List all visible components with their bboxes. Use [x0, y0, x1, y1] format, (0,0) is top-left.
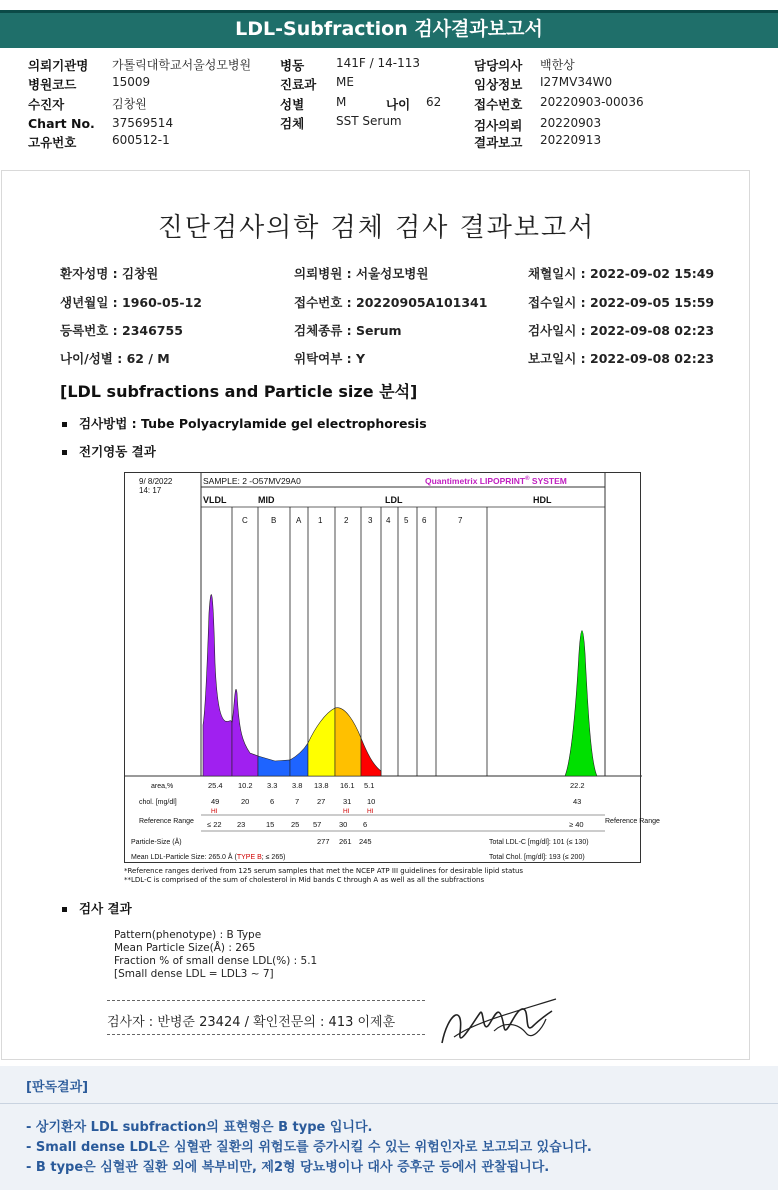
total-chol: Total Chol. [mg/dl]: 193 (≤ 200)	[489, 854, 585, 861]
mean-particle-size: Mean LDL-Particle Size: 265.0 Å (TYPE B; ≤ 265)	[131, 854, 286, 861]
doctor-value: 백한상	[540, 58, 575, 72]
ref-value-2: 15	[266, 820, 275, 829]
ref-value-5: 30	[339, 820, 348, 829]
test-time: 검사일시 : 2022-09-08 02:23	[528, 323, 715, 338]
code-label: 병원코드	[28, 77, 77, 92]
hi-flag-0: HI	[211, 808, 218, 815]
outsourced-flag: 위탁여부 : Y	[294, 351, 366, 366]
chart-time: 14: 17	[139, 486, 162, 495]
specimen-label: 검체	[280, 116, 305, 131]
report-time: 보고일시 : 2022-09-08 02:23	[528, 351, 715, 366]
ward-label: 병동	[280, 58, 305, 73]
curve-region-5	[335, 708, 361, 776]
age-sex: 나이/성별 : 62 / M	[60, 351, 170, 366]
birth-date: 생년월일 : 1960-05-12	[60, 295, 202, 310]
verdict-panel	[0, 1066, 778, 1190]
result-summary	[114, 929, 317, 981]
group-label-vldl: VLDL	[203, 495, 227, 505]
curve-region-3	[290, 743, 308, 776]
verdict-divider	[0, 1103, 778, 1104]
receipt-time: 접수일시 : 2022-09-05 15:59	[528, 295, 715, 310]
particle-value-1: 261	[339, 837, 352, 846]
specimen-value: SST Serum	[336, 114, 402, 128]
ref-value-6: 6	[363, 820, 368, 829]
ref-value-10: ≥ 40	[569, 820, 584, 829]
sex-value: M	[336, 95, 347, 109]
band-label-1: 1	[318, 516, 323, 525]
embedded-report	[1, 170, 750, 1060]
chart-svg	[125, 473, 660, 864]
ref-value-3: 25	[291, 820, 300, 829]
chart-no-label: Chart No.	[28, 116, 95, 131]
hi-flag-6: HI	[367, 808, 374, 815]
doctor-label: 담당의사	[474, 58, 523, 73]
particle-value-0: 277	[317, 837, 330, 846]
bullet-icon	[62, 450, 67, 455]
dept-value: ME	[336, 75, 354, 89]
band-label-c: C	[242, 516, 248, 525]
ward-value: 141F / 14-113	[336, 56, 420, 70]
chol-value-6: 10	[367, 797, 376, 806]
band-label-7: 7	[458, 516, 463, 525]
sex-label: 성별	[280, 97, 305, 112]
section-title: [LDL subfractions and Particle size 분석]	[60, 382, 418, 401]
clinical-value: I27MV34W0	[540, 75, 613, 89]
bullet-icon	[62, 907, 67, 912]
chart-brand-sup: ®	[525, 476, 530, 482]
area-value-6: 5.1	[364, 781, 375, 790]
result-pattern: Pattern(phenotype) : B Type	[114, 929, 262, 941]
requesting-hospital: 의뢰병원 : 서울성모병원	[294, 266, 429, 281]
curve-region-4	[308, 708, 335, 776]
row-label-ref-right: Reference Range	[605, 818, 660, 825]
band-label-3: 3	[368, 516, 373, 525]
band-label-4: 4	[386, 516, 391, 525]
method-text: 검사방법 : Tube Polyacrylamide gel electrophoresis	[79, 416, 427, 431]
sign-divider-bottom	[107, 1034, 425, 1035]
age-label: 나이	[386, 97, 411, 112]
report-date-value: 20220913	[540, 133, 602, 147]
curve-region-1	[232, 689, 258, 776]
test-result-line	[62, 899, 132, 917]
result-mean-size: Mean Particle Size(Å) : 265	[114, 942, 256, 954]
registration-number: 등록번호 : 2346755	[60, 323, 183, 338]
area-value-2: 3.3	[267, 781, 278, 790]
group-label-ldl: LDL	[385, 495, 403, 505]
test-result-text: 검사 결과	[79, 901, 132, 916]
electro-line	[62, 442, 156, 460]
result-definition: [Small dense LDL = LDL3 ~ 7]	[114, 968, 274, 980]
patient-value: 김창원	[112, 97, 147, 111]
area-value-10: 22.2	[570, 781, 585, 790]
chart-no-value: 37569514	[112, 116, 174, 130]
verdict-line-3: - B type은 심혈관 질환 외에 복부비만, 제2형 당뇨병이나 대사 증후군 등에서 관찰됩니다.	[26, 1160, 550, 1175]
uid-value: 600512-1	[112, 133, 170, 147]
hospital-value: 가톨릭대학교서울성모병원	[112, 58, 252, 72]
area-value-5: 16.1	[340, 781, 355, 790]
verdict-line-2: - Small dense LDL은 심혈관 질환의 위험도를 증가시킬 수 있는 위험인자로 보고되고 있습니다.	[26, 1140, 592, 1155]
area-value-3: 3.8	[292, 781, 303, 790]
chol-value-2: 6	[270, 797, 275, 806]
chol-value-10: 43	[573, 797, 582, 806]
row-label-chol: chol. [mg/dl]	[139, 799, 177, 806]
patient-label: 수진자	[28, 97, 65, 112]
chart-table	[131, 781, 660, 861]
group-label-mid: MID	[258, 495, 275, 505]
lipoprint-chart	[124, 472, 660, 863]
method-line	[62, 414, 427, 432]
group-label-hdl: HDL	[533, 495, 552, 505]
curve-region-2	[258, 756, 290, 776]
code-value: 15009	[112, 75, 151, 89]
ref-value-1: 23	[237, 820, 246, 829]
page-title: LDL-Subfraction 검사결과보고서	[235, 18, 543, 40]
bullet-icon	[62, 422, 67, 427]
clinical-label: 임상정보	[474, 77, 523, 92]
receipt-label: 접수번호	[474, 97, 523, 112]
chol-value-4: 27	[317, 797, 326, 806]
row-label-ref: Reference Range	[139, 818, 194, 825]
result-fraction: Fraction % of small dense LDL(%) : 5.1	[114, 955, 318, 967]
chart-brand-tail: SYSTEM	[529, 476, 567, 486]
band-label-a: A	[296, 516, 302, 525]
collect-time: 채혈일시 : 2022-09-02 15:49	[528, 266, 715, 281]
hi-flag-5: HI	[343, 808, 350, 815]
chol-value-5: 31	[343, 797, 352, 806]
area-value-4: 13.8	[314, 781, 329, 790]
band-layer	[201, 495, 605, 776]
ref-value-4: 57	[313, 820, 322, 829]
report-title: 진단검사의학 검체 검사 결과보고서	[157, 213, 596, 243]
band-label-6: 6	[422, 516, 427, 525]
chart-brand	[425, 475, 567, 486]
chol-value-0: 49	[211, 797, 220, 806]
report-header	[0, 0, 778, 50]
note-1: *Reference ranges derived from 125 serum samples that met the NCEP ATP III guidelines for desirable lipid status	[124, 867, 524, 875]
row-label-particle: Particle-Size (Å)	[131, 839, 182, 846]
report-date-label: 결과보고	[474, 135, 523, 150]
note-2: **LDL-C is comprised of the sum of cholesterol in Mid bands C through A as well as all the subfractions	[124, 876, 485, 884]
age-value: 62	[426, 95, 442, 109]
verdict-header: [판독결과]	[26, 1080, 89, 1095]
receipt-value: 20220903-00036	[540, 95, 644, 109]
particle-value-2: 245	[359, 837, 372, 846]
ref-value-0: ≤ 22	[207, 820, 222, 829]
band-label-5: 5	[404, 516, 409, 525]
total-ldl: Total LDL-C [mg/dl]: 101 (≤ 130)	[489, 839, 589, 846]
area-value-1: 10.2	[238, 781, 253, 790]
curve-region-6	[361, 738, 381, 776]
band-label-b: B	[271, 516, 277, 525]
sign-divider-top	[107, 1000, 425, 1001]
area-value-0: 25.4	[208, 781, 223, 790]
chart-date: 9/ 8/2022	[139, 477, 173, 486]
signature-text: 검사자 : 반병준 23424 / 확인전문의 : 413 이제훈	[107, 1015, 396, 1030]
row-label-area: area,%	[151, 783, 174, 790]
chart-brand-name: Quantimetrix LIPOPRINT	[425, 476, 526, 486]
handwritten-signature	[434, 993, 564, 1057]
curve-region-0	[203, 595, 232, 776]
chol-value-3: 7	[295, 797, 300, 806]
request-label: 검사의뢰	[474, 118, 523, 133]
receipt-number: 접수번호 : 20220905A101341	[294, 295, 488, 310]
request-value: 20220903	[540, 116, 602, 130]
electro-text: 전기영동 결과	[79, 444, 156, 459]
dept-label: 진료과	[280, 77, 317, 92]
verdict-line-1: - 상기환자 LDL subfraction의 표현형은 B type 입니다.	[26, 1120, 373, 1135]
chol-value-1: 20	[241, 797, 250, 806]
specimen-type: 검체종류 : Serum	[294, 323, 402, 338]
curve-region-7	[565, 631, 597, 777]
patient-name: 환자성명 : 김창원	[60, 266, 159, 281]
reference-notes	[124, 867, 523, 885]
band-label-2: 2	[344, 516, 349, 525]
curve-layer	[203, 595, 597, 776]
hospital-label: 의뢰기관명	[28, 58, 89, 73]
uid-label: 고유번호	[28, 135, 77, 150]
chart-sample: SAMPLE: 2 -O57MV29A0	[203, 476, 301, 486]
